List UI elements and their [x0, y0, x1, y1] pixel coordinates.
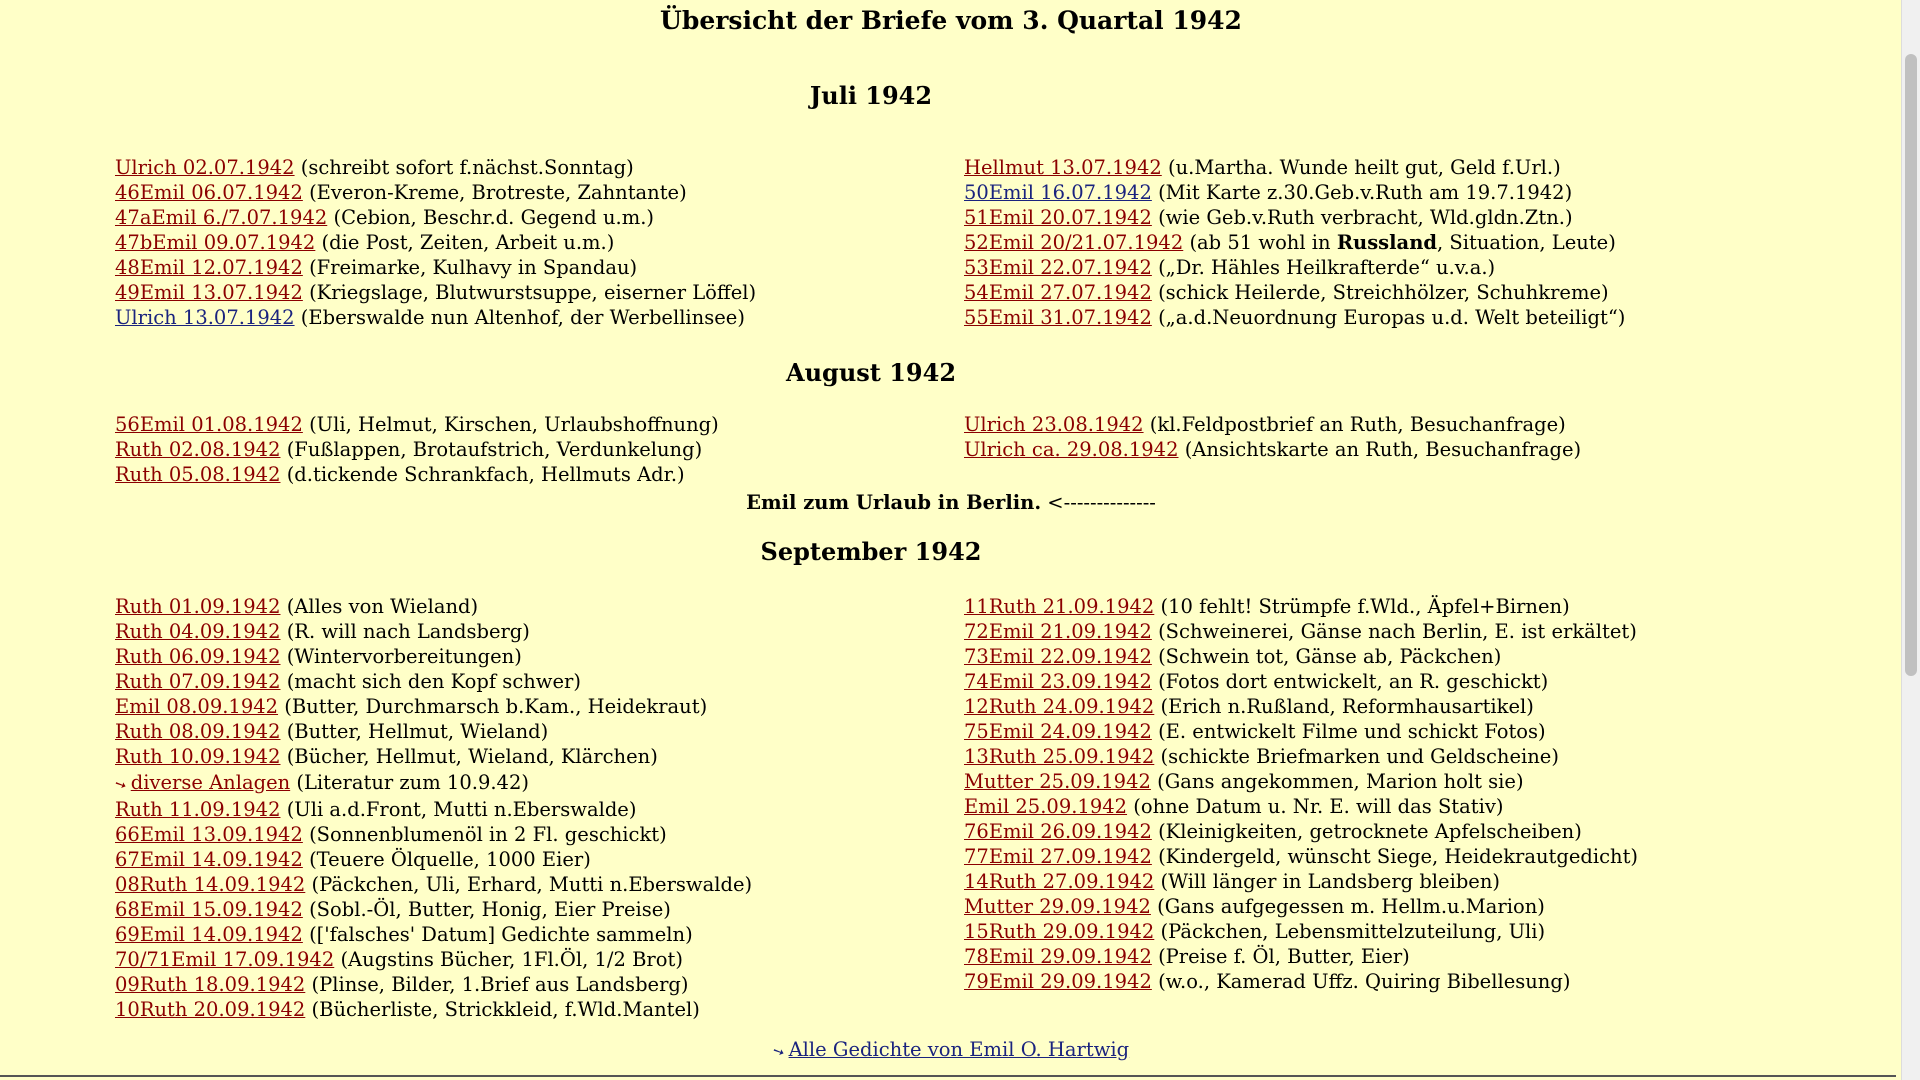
- letter-note-text: (E. entwickelt Filme und schickt Fotos): [1158, 720, 1546, 743]
- letter-link-label: diverse Anlagen: [130, 771, 291, 794]
- letter-note-text: (Will länger in Landsberg bleiben): [1160, 870, 1501, 893]
- letter-entry: [964, 669, 1638, 694]
- bottom-divider: [0, 1075, 1896, 1077]
- letter-link[interactable]: [964, 206, 1152, 229]
- letter-entry: [115, 462, 719, 487]
- letter-link-label: 47bEmil 09.07.1942: [115, 231, 316, 254]
- letter-note: [1152, 306, 1626, 329]
- letter-entry: [964, 255, 1625, 280]
- letter-link[interactable]: [115, 645, 280, 668]
- letter-note-prefix: (ab 51 wohl in: [1189, 231, 1337, 254]
- letter-entry: [115, 897, 752, 922]
- letter-note: [303, 848, 591, 871]
- letter-entry: [115, 180, 756, 205]
- letter-link[interactable]: [115, 256, 303, 279]
- letter-link[interactable]: [115, 181, 303, 204]
- letter-note-text: (wie Geb.v.Ruth verbracht, Wld.gldn.Ztn.): [1158, 206, 1573, 229]
- letter-note: [1152, 970, 1571, 993]
- letter-note: [280, 620, 529, 643]
- letter-note-text: (Sonnenblumenöl in 2 Fl. geschickt): [309, 823, 667, 846]
- letter-link[interactable]: [115, 898, 303, 921]
- letter-note-text: (Päckchen, Lebensmittelzuteilung, Uli): [1160, 920, 1546, 943]
- letter-link-label: Ruth 07.09.1942: [115, 670, 281, 693]
- letter-note: [280, 438, 702, 461]
- letter-link-label: 70/71Emil 17.09.1942: [115, 948, 335, 971]
- letter-note-text: (Kleinigkeiten, getrocknete Apfelscheiben): [1158, 820, 1582, 843]
- letter-link-label: 74Emil 23.09.1942: [964, 670, 1152, 693]
- letters-left-september: [112, 594, 753, 1022]
- letter-entry: [115, 694, 752, 719]
- letters-right-august: [964, 412, 1581, 462]
- letter-note-text: (die Post, Zeiten, Arbeit u.m.): [321, 231, 615, 254]
- letter-note-text: (Bücherliste, Strickkleid, f.Wld.Mantel): [311, 998, 700, 1021]
- letter-note-text: (Kindergeld, wünscht Siege, Heidekrautgedicht): [1158, 845, 1639, 868]
- letter-link[interactable]: [115, 923, 303, 946]
- letter-note: [303, 923, 693, 946]
- letter-link[interactable]: [964, 820, 1152, 843]
- letter-link[interactable]: [115, 413, 303, 436]
- letter-note-text: (Schwein tot, Gänse ab, Päckchen): [1158, 645, 1502, 668]
- letter-link[interactable]: [964, 695, 1154, 718]
- letter-link[interactable]: [964, 620, 1152, 643]
- letter-link[interactable]: [964, 645, 1152, 668]
- letter-note: [1151, 895, 1545, 918]
- letter-link-label: 67Emil 14.09.1942: [115, 848, 303, 871]
- letter-entry: [115, 847, 752, 872]
- arrow-icon: ➘: [770, 1042, 788, 1062]
- letter-note: [1152, 620, 1637, 643]
- letter-link-label: 46Emil 06.07.1942: [115, 181, 303, 204]
- letter-entry: [115, 155, 756, 180]
- letter-note: [280, 463, 684, 486]
- letter-note: [1152, 820, 1582, 843]
- letter-entry: [964, 180, 1625, 205]
- letter-link-label: 47aEmil 6./7.07.1942: [115, 206, 328, 229]
- letter-note: [1144, 413, 1566, 436]
- letter-link-label: 08Ruth 14.09.1942: [115, 873, 306, 896]
- letter-link[interactable]: [115, 595, 280, 618]
- letter-note: [1162, 156, 1561, 179]
- letter-note: [303, 181, 687, 204]
- letter-link[interactable]: [115, 873, 305, 896]
- letter-note: [1154, 595, 1569, 618]
- letter-note-text: (Teuere Ölquelle, 1000 Eier): [309, 848, 591, 871]
- letter-note: [278, 695, 707, 718]
- letter-link[interactable]: [115, 620, 280, 643]
- letter-entry: [964, 412, 1581, 437]
- letter-link-label: Hellmut 13.07.1942: [964, 156, 1162, 179]
- letter-note: [1154, 745, 1559, 768]
- letter-entry: [964, 619, 1638, 644]
- letter-note-text: (Fotos dort entwickelt, an R. geschickt): [1158, 670, 1549, 693]
- letter-link[interactable]: [115, 823, 303, 846]
- letter-note: [1152, 945, 1410, 968]
- letter-note-text: (Butter, Hellmut, Wieland): [286, 720, 549, 743]
- letter-note: [1127, 795, 1503, 818]
- letter-note: [303, 898, 671, 921]
- letter-note-text: (Kriegslage, Blutwurstsuppe, eiserner Löffel): [309, 281, 757, 304]
- letter-entry: [964, 280, 1625, 305]
- letter-link[interactable]: [115, 998, 305, 1021]
- arrow-icon: ➘: [112, 775, 130, 795]
- letter-note-text: (d.tickende Schrankfach, Hellmuts Adr.): [286, 463, 685, 486]
- letter-note: [1154, 920, 1545, 943]
- letter-link[interactable]: [115, 695, 278, 718]
- letter-note: [1152, 645, 1502, 668]
- letter-link[interactable]: [964, 438, 1179, 461]
- letter-link[interactable]: [964, 970, 1152, 993]
- letter-link-label: 66Emil 13.09.1942: [115, 823, 303, 846]
- letter-note: [334, 948, 683, 971]
- letter-note-text: („Dr. Hähles Heilkrafterde“ u.v.a.): [1158, 256, 1496, 279]
- letter-link[interactable]: [964, 595, 1154, 618]
- letter-link[interactable]: [964, 156, 1162, 179]
- letter-link-label: Ulrich ca. 29.08.1942: [964, 438, 1179, 461]
- letters-right-september: [964, 594, 1638, 994]
- letter-note-text: (macht sich den Kopf schwer): [286, 670, 581, 693]
- all-poems-link-label: Alle Gedichte von Emil O. Hartwig: [788, 1038, 1130, 1061]
- letter-entry: [115, 437, 719, 462]
- letter-note: [1152, 181, 1572, 204]
- letter-note-text: (Fußlappen, Brotaufstrich, Verdunkelung): [286, 438, 703, 461]
- letter-entry: [964, 869, 1638, 894]
- letter-entry: [115, 972, 752, 997]
- letter-note-text: (kl.Feldpostbrief an Ruth, Besuchanfrage): [1149, 413, 1566, 436]
- letter-note: [1152, 720, 1546, 743]
- letter-note-text: (Wintervorbereitungen): [286, 645, 522, 668]
- letter-link[interactable]: [964, 231, 1183, 254]
- letter-link-label: 11Ruth 21.09.1942: [964, 595, 1155, 618]
- letter-entry: [964, 644, 1638, 669]
- letter-entry: [964, 437, 1581, 462]
- letter-entry: [964, 155, 1625, 180]
- letter-entry: [115, 305, 756, 330]
- letter-link[interactable]: [964, 720, 1152, 743]
- letter-note-text: (Augstins Bücher, 1Fl.Öl, 1/2 Brot): [340, 948, 683, 971]
- letter-note-text: (Gans aufgegessen m. Hellm.u.Marion): [1157, 895, 1545, 918]
- letter-note-text: (Butter, Durchmarsch b.Kam., Heidekraut): [284, 695, 708, 718]
- letter-link-label: Ruth 01.09.1942: [115, 595, 281, 618]
- letter-link[interactable]: [115, 156, 295, 179]
- letter-link-label: Ruth 05.08.1942: [115, 463, 281, 486]
- letter-link[interactable]: [115, 281, 303, 304]
- letter-entry: [964, 819, 1638, 844]
- letter-link-label: 56Emil 01.08.1942: [115, 413, 303, 436]
- letter-note: [295, 306, 745, 329]
- letter-entry: [964, 969, 1638, 994]
- letter-link-label: 13Ruth 25.09.1942: [964, 745, 1155, 768]
- letter-link-label: Ruth 06.09.1942: [115, 645, 281, 668]
- letter-entry: [115, 997, 752, 1022]
- letter-link[interactable]: [964, 670, 1152, 693]
- letter-link[interactable]: [115, 720, 280, 743]
- letter-entry: [964, 769, 1638, 794]
- letter-entry: [115, 744, 752, 769]
- letter-entry: [964, 944, 1638, 969]
- letter-note: [1154, 695, 1534, 718]
- letter-note: [327, 206, 654, 229]
- letters-left-august: [115, 412, 719, 487]
- letter-link-label: 72Emil 21.09.1942: [964, 620, 1152, 643]
- letter-note: [1152, 845, 1638, 868]
- letter-entry: [115, 619, 752, 644]
- letter-link[interactable]: [964, 895, 1151, 918]
- letter-note: [280, 595, 478, 618]
- letter-link[interactable]: [115, 848, 303, 871]
- letter-note-text: (Cebion, Beschr.d. Gegend u.m.): [333, 206, 654, 229]
- letter-note: [295, 156, 634, 179]
- letter-note: [303, 256, 637, 279]
- letter-note-text: (Ansichtskarte an Ruth, Besuchanfrage): [1184, 438, 1582, 461]
- urlaub-notice: [0, 491, 1902, 514]
- letter-note-text: (ohne Datum u. Nr. E. will das Stativ): [1133, 795, 1504, 818]
- letter-entry: [964, 205, 1625, 230]
- letter-link[interactable]: [115, 948, 334, 971]
- letter-note-text: (schickte Briefmarken und Geldscheine): [1160, 745, 1559, 768]
- letter-entry: [115, 280, 756, 305]
- letter-note-text: (Freimarke, Kulhavy in Spandau): [309, 256, 638, 279]
- letter-note: [280, 798, 636, 821]
- footer: [0, 1038, 1902, 1061]
- letter-note-text: (10 fehlt! Strümpfe f.Wld., Äpfel+Birnen): [1160, 595, 1570, 618]
- letter-entry: [115, 719, 752, 744]
- letter-note: [305, 873, 752, 896]
- letter-link-label: Ruth 02.08.1942: [115, 438, 281, 461]
- letter-link[interactable]: [964, 945, 1152, 968]
- letter-note-text: (Sobl.-Öl, Butter, Honig, Eier Preise): [309, 898, 671, 921]
- letter-note-text: (Eberswalde nun Altenhof, der Werbellinsee): [300, 306, 745, 329]
- letter-entry: [115, 255, 756, 280]
- letter-note: [305, 973, 688, 996]
- letter-link-label: 50Emil 16.07.1942: [964, 181, 1152, 204]
- letter-entry: [115, 922, 752, 947]
- letter-entry: [115, 797, 752, 822]
- letter-link[interactable]: [115, 463, 280, 486]
- letter-entry: [964, 305, 1625, 330]
- letter-link[interactable]: [115, 206, 327, 229]
- letter-link-label: 53Emil 22.07.1942: [964, 256, 1152, 279]
- letter-note: [1152, 206, 1573, 229]
- letter-link-label: Ulrich 02.07.1942: [115, 156, 295, 179]
- vertical-scrollbar[interactable]: [1901, 0, 1920, 1080]
- letter-note-text: (Uli a.d.Front, Mutti n.Eberswalde): [286, 798, 637, 821]
- letter-link-label: 10Ruth 20.09.1942: [115, 998, 306, 1021]
- letters-right-juli: [964, 155, 1625, 330]
- letter-note: [280, 645, 521, 668]
- letter-link-label: 69Emil 14.09.1942: [115, 923, 303, 946]
- letter-entry: [115, 669, 752, 694]
- letter-note: [280, 745, 657, 768]
- letter-note-text: (Gans angekommen, Marion holt sie): [1157, 770, 1524, 793]
- urlaub-text: Emil zum Urlaub in Berlin.: [746, 491, 1042, 514]
- letter-link[interactable]: [115, 973, 305, 996]
- letter-note-bold: Russland: [1336, 231, 1438, 254]
- letter-link[interactable]: [115, 231, 315, 254]
- letter-note-text: (Erich n.Rußland, Reformhausartikel): [1160, 695, 1534, 718]
- letter-note-text: (['falsches' Datum] Gedichte sammeln): [309, 923, 693, 946]
- letter-note-text: (w.o., Kamerad Uffz. Quiring Bibellesung): [1158, 970, 1571, 993]
- letter-note-text: (u.Martha. Wunde heilt gut, Geld f.Url.): [1167, 156, 1561, 179]
- letter-link[interactable]: [964, 770, 1151, 793]
- letter-note-text: , Situation, Leute): [1437, 231, 1616, 254]
- letter-note-text: (Uli, Helmut, Kirschen, Urlaubshoffnung): [309, 413, 719, 436]
- letter-link-label: 79Emil 29.09.1942: [964, 970, 1152, 993]
- letter-entry: [115, 872, 752, 897]
- scrollbar-thumb[interactable]: [1905, 54, 1917, 676]
- letter-note: [305, 998, 700, 1021]
- letter-link[interactable]: [964, 413, 1144, 436]
- letter-note: [1183, 231, 1616, 254]
- letter-link-label: 77Emil 27.09.1942: [964, 845, 1152, 868]
- letter-link-label: 52Emil 20/21.07.1942: [964, 231, 1184, 254]
- letter-link-label: 09Ruth 18.09.1942: [115, 973, 306, 996]
- letter-note: [1179, 438, 1582, 461]
- letter-link-label: 15Ruth 29.09.1942: [964, 920, 1155, 943]
- letter-link[interactable]: [964, 870, 1154, 893]
- letter-note: [1152, 670, 1548, 693]
- letter-entry: [964, 694, 1638, 719]
- letter-entry: [964, 794, 1638, 819]
- letter-note: [1152, 256, 1495, 279]
- letter-link-label: 76Emil 26.09.1942: [964, 820, 1152, 843]
- letter-note: [315, 231, 614, 254]
- page-title: Übersicht der Briefe vom 3. Quartal 1942: [660, 6, 1242, 35]
- letter-note: [280, 670, 580, 693]
- letter-link[interactable]: [964, 795, 1127, 818]
- letter-link[interactable]: [964, 745, 1154, 768]
- letter-note-text: (Preise f. Öl, Butter, Eier): [1158, 945, 1410, 968]
- letter-link[interactable]: [112, 771, 291, 795]
- letter-link-label: 73Emil 22.09.1942: [964, 645, 1152, 668]
- letter-link-label: 78Emil 29.09.1942: [964, 945, 1152, 968]
- letter-link-label: Ruth 04.09.1942: [115, 620, 281, 643]
- letter-link-label: 12Ruth 24.09.1942: [964, 695, 1155, 718]
- letter-note-text: (Literatur zum 10.9.42): [296, 771, 529, 794]
- letter-link-label: Emil 08.09.1942: [115, 695, 279, 718]
- letter-entry: [964, 844, 1638, 869]
- letter-link[interactable]: [964, 845, 1152, 868]
- letter-link-label: Mutter 25.09.1942: [964, 770, 1151, 793]
- letter-entry: [115, 644, 752, 669]
- letter-note-text: (Schweinerei, Gänse nach Berlin, E. ist erkältet): [1158, 620, 1637, 643]
- letter-note: [303, 823, 667, 846]
- letter-link[interactable]: [964, 306, 1152, 329]
- letter-link-label: Ruth 11.09.1942: [115, 798, 281, 821]
- letter-entry: [964, 230, 1625, 255]
- letter-entry: [112, 769, 752, 797]
- letter-entry: [115, 412, 719, 437]
- letter-link[interactable]: [115, 306, 295, 329]
- letter-link-label: Ruth 08.09.1942: [115, 720, 281, 743]
- letter-link[interactable]: [115, 798, 280, 821]
- letter-link-label: Ulrich 13.07.1942: [115, 306, 295, 329]
- letter-link[interactable]: [115, 670, 280, 693]
- letter-link[interactable]: [115, 745, 280, 768]
- letter-entry: [115, 947, 752, 972]
- letter-link-label: Emil 25.09.1942: [964, 795, 1128, 818]
- letter-entry: [964, 744, 1638, 769]
- letter-link-label: 54Emil 27.07.1942: [964, 281, 1152, 304]
- letter-entry: [964, 919, 1638, 944]
- letter-link-label: Ulrich 23.08.1942: [964, 413, 1144, 436]
- letter-link-label: Mutter 29.09.1942: [964, 895, 1151, 918]
- letter-note: [280, 720, 548, 743]
- letter-link-label: 68Emil 15.09.1942: [115, 898, 303, 921]
- letter-note-text: (Päckchen, Uli, Erhard, Mutti n.Eberswalde): [311, 873, 753, 896]
- letter-link-label: 49Emil 13.07.1942: [115, 281, 303, 304]
- letter-entry: [964, 594, 1638, 619]
- letter-note-text: (Alles von Wieland): [286, 595, 479, 618]
- letter-link[interactable]: [964, 281, 1152, 304]
- letter-note: [1154, 870, 1500, 893]
- letter-note-text: (Everon-Kreme, Brotreste, Zahntante): [309, 181, 687, 204]
- letter-note: [303, 413, 719, 436]
- month-heading-juli: Juli 1942: [809, 81, 933, 110]
- letter-link-label: 55Emil 31.07.1942: [964, 306, 1152, 329]
- letter-note-text: (schick Heilerde, Streichhölzer, Schuhkreme): [1158, 281, 1609, 304]
- all-poems-link[interactable]: [770, 1038, 1130, 1062]
- letter-link[interactable]: [964, 256, 1152, 279]
- letter-link-label: 48Emil 12.07.1942: [115, 256, 303, 279]
- letter-entry: [964, 894, 1638, 919]
- letter-link[interactable]: [964, 920, 1154, 943]
- letter-link[interactable]: [964, 181, 1152, 204]
- letter-note-text: („a.d.Neuordnung Europas u.d. Welt beteiligt“): [1158, 306, 1626, 329]
- letter-entry: [964, 719, 1638, 744]
- month-heading-september: September 1942: [760, 537, 982, 566]
- letter-note-text: (Plinse, Bilder, 1.Brief aus Landsberg): [311, 973, 689, 996]
- letter-note: [1152, 281, 1609, 304]
- urlaub-arrow: <--------------: [1041, 491, 1156, 514]
- letter-entry: [115, 594, 752, 619]
- letter-note-text: (Mit Karte z.30.Geb.v.Ruth am 19.7.1942): [1158, 181, 1573, 204]
- letter-note-text: (Bücher, Hellmut, Wieland, Klärchen): [286, 745, 658, 768]
- letter-note-text: (schreibt sofort f.nächst.Sonntag): [300, 156, 634, 179]
- letter-entry: [115, 822, 752, 847]
- letter-link-label: 51Emil 20.07.1942: [964, 206, 1152, 229]
- letter-link-label: Ruth 10.09.1942: [115, 745, 281, 768]
- letter-note: [290, 771, 529, 794]
- letter-entry: [115, 205, 756, 230]
- letter-note: [303, 281, 756, 304]
- month-heading-august: August 1942: [785, 358, 957, 387]
- letter-link-label: 75Emil 24.09.1942: [964, 720, 1152, 743]
- letter-note-text: (R. will nach Landsberg): [286, 620, 530, 643]
- letter-note: [1151, 770, 1524, 793]
- letter-entry: [115, 230, 756, 255]
- letter-link[interactable]: [115, 438, 280, 461]
- letters-left-juli: [115, 155, 756, 330]
- letter-link-label: 14Ruth 27.09.1942: [964, 870, 1155, 893]
